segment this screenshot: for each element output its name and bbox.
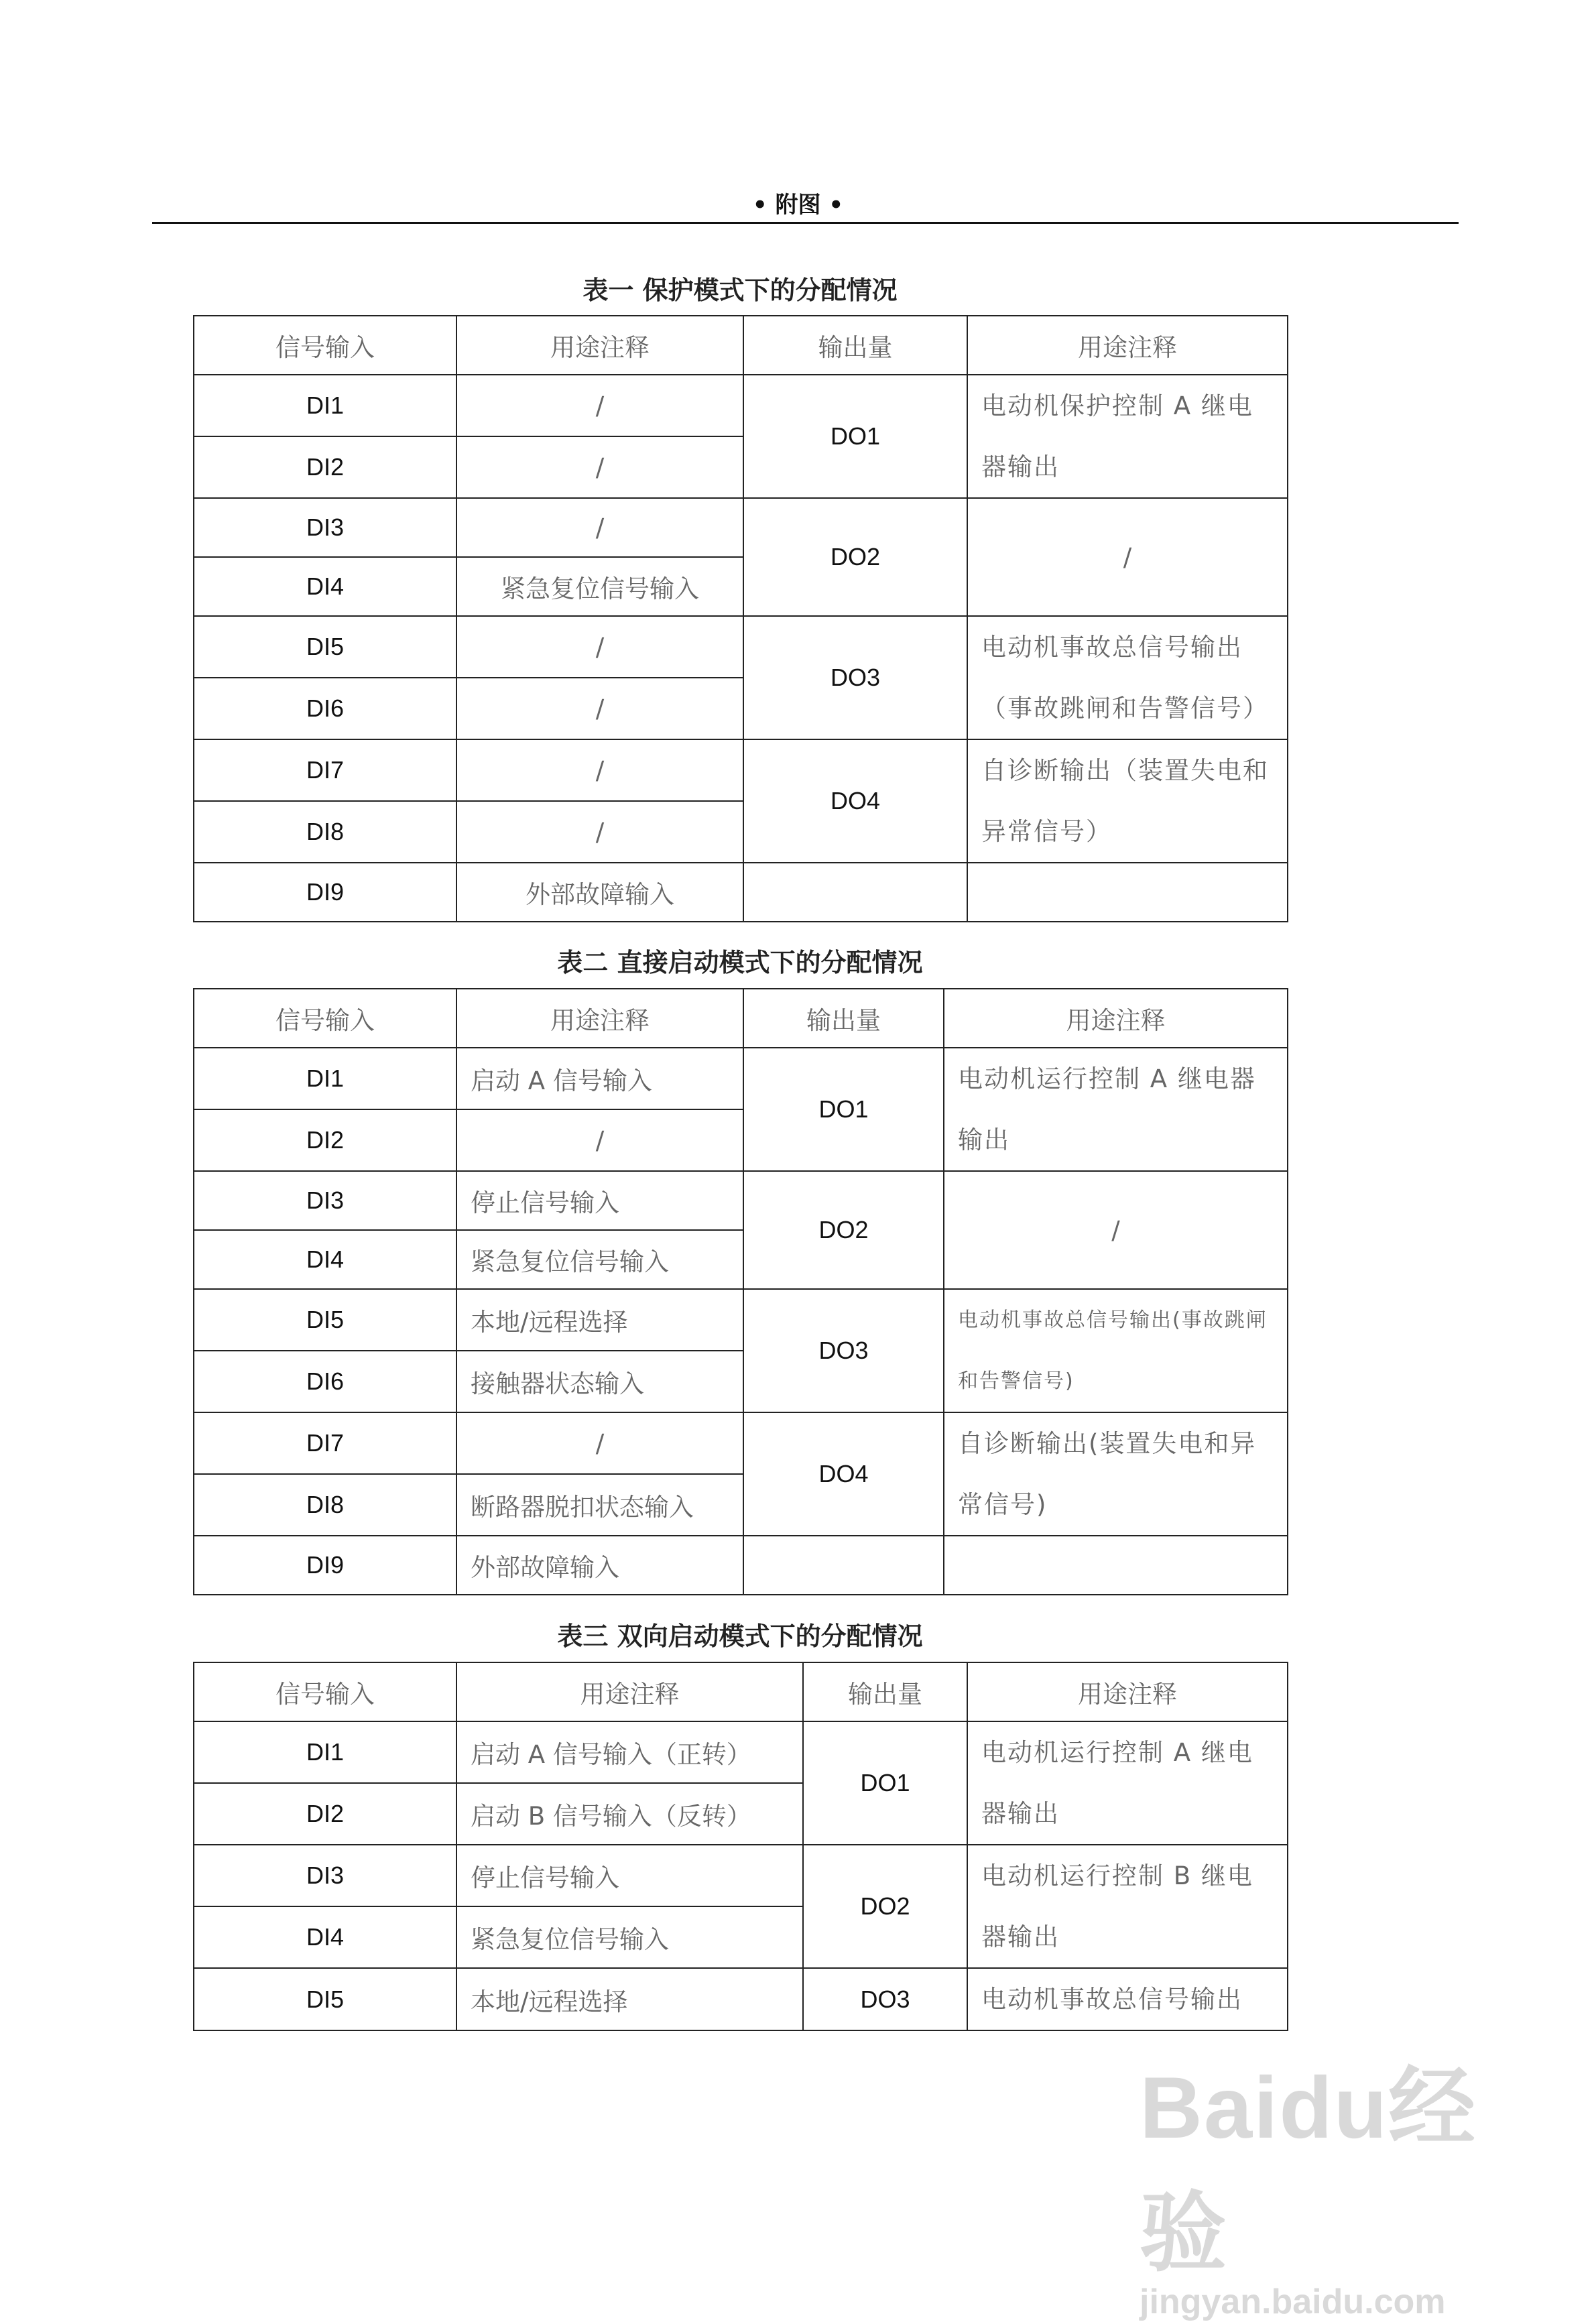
signal-input-cell: DI4 <box>194 1230 456 1289</box>
input-note-cell: 断路器脱扣状态输入 <box>456 1474 743 1536</box>
signal-input-cell: DI1 <box>194 1048 456 1109</box>
table-row <box>194 739 1288 801</box>
output-cell: DO3 <box>743 616 967 739</box>
output-cell: DO1 <box>743 1048 944 1171</box>
signal-input-cell: DI4 <box>194 557 456 616</box>
input-note-cell: 紧急复位信号输入 <box>456 557 743 616</box>
header-row <box>194 989 1288 1048</box>
output-note-cell: 自诊断输出(装置失电和异常信号) <box>944 1412 1288 1536</box>
signal-input-cell: DI5 <box>194 1968 456 2030</box>
output-note-cell: 电动机运行控制 A 继电器输出 <box>944 1048 1288 1171</box>
watermark-logo: Baidu经验 <box>1140 2059 1477 2282</box>
table-row <box>194 498 1288 557</box>
output-note-cell <box>944 1536 1288 1595</box>
output-cell: DO4 <box>743 739 967 863</box>
input-note-cell: / <box>456 436 743 498</box>
output-cell: DO3 <box>803 1968 967 2030</box>
output-note-cell: / <box>944 1171 1288 1289</box>
input-note-cell: 启动 A 信号输入（正转） <box>456 1721 803 1783</box>
column-header: 用途注释 <box>456 989 743 1048</box>
signal-input-cell: DI7 <box>194 739 456 801</box>
signal-input-cell: DI1 <box>194 1721 456 1783</box>
signal-input-cell: DI6 <box>194 1351 456 1412</box>
column-header: 信号输入 <box>194 316 456 375</box>
output-note-cell: 电动机事故总信号输出（事故跳闸和告警信号） <box>967 616 1288 739</box>
input-note-cell: 启动 B 信号输入（反转） <box>456 1783 803 1845</box>
baidu-jingyan-watermark <box>1140 2038 1515 2322</box>
table-row <box>194 616 1288 678</box>
table-row <box>194 1721 1288 1783</box>
signal-input-cell: DI3 <box>194 498 456 557</box>
table-2-title: 表二 直接启动模式下的分配情况 <box>557 948 923 977</box>
signal-input-cell: DI2 <box>194 1109 456 1171</box>
output-cell: DO2 <box>743 1171 944 1289</box>
signal-input-cell: DI4 <box>194 1906 456 1968</box>
input-note-cell: 本地/远程选择 <box>456 1968 803 2030</box>
input-note-cell: / <box>456 739 743 801</box>
signal-input-cell: DI1 <box>194 375 456 436</box>
column-header: 用途注释 <box>944 989 1288 1048</box>
table-row <box>194 1289 1288 1351</box>
table-row <box>194 1845 1288 1906</box>
table-row <box>194 863 1288 922</box>
input-note-cell: 外部故障输入 <box>456 1536 743 1595</box>
input-note-cell: / <box>456 1109 743 1171</box>
signal-input-cell: DI5 <box>194 1289 456 1351</box>
input-note-cell: 停止信号输入 <box>456 1171 743 1230</box>
signal-input-cell: DI3 <box>194 1171 456 1230</box>
output-cell: DO2 <box>803 1845 967 1968</box>
output-note-cell: 电动机运行控制 A 继电器输出 <box>967 1721 1288 1845</box>
column-header: 用途注释 <box>967 1662 1288 1721</box>
header-row <box>194 1662 1288 1721</box>
input-note-cell: 外部故障输入 <box>456 863 743 922</box>
table-row <box>194 1536 1288 1595</box>
signal-input-cell: DI9 <box>194 1536 456 1595</box>
column-header: 用途注释 <box>456 1662 803 1721</box>
output-note-cell: 电动机事故总信号输出 <box>967 1968 1288 2030</box>
table-row <box>194 375 1288 436</box>
signal-input-cell: DI2 <box>194 436 456 498</box>
input-note-cell: / <box>456 616 743 678</box>
table-row <box>194 1048 1288 1109</box>
output-note-cell: 电动机保护控制 A 继电器输出 <box>967 375 1288 498</box>
table-row <box>194 1171 1288 1230</box>
output-cell: DO3 <box>743 1289 944 1412</box>
column-header: 输出量 <box>743 316 967 375</box>
column-header: 用途注释 <box>456 316 743 375</box>
output-cell <box>743 1536 944 1595</box>
input-note-cell: / <box>456 498 743 557</box>
table-protection-mode <box>193 315 1288 922</box>
signal-input-cell: DI7 <box>194 1412 456 1474</box>
output-cell: DO1 <box>743 375 967 498</box>
input-note-cell: 紧急复位信号输入 <box>456 1230 743 1289</box>
column-header: 输出量 <box>803 1662 967 1721</box>
column-header: 用途注释 <box>967 316 1288 375</box>
output-note-cell <box>967 863 1288 922</box>
input-note-cell: / <box>456 801 743 863</box>
column-header: 输出量 <box>743 989 944 1048</box>
input-note-cell: 接触器状态输入 <box>456 1351 743 1412</box>
output-cell <box>743 863 967 922</box>
output-cell: DO1 <box>803 1721 967 1845</box>
column-header: 信号输入 <box>194 1662 456 1721</box>
input-note-cell: / <box>456 1412 743 1474</box>
table-1-title: 表一 保护模式下的分配情况 <box>582 276 898 305</box>
page-header: • 附图 • <box>752 192 844 219</box>
signal-input-cell: DI2 <box>194 1783 456 1845</box>
input-note-cell: 本地/远程选择 <box>456 1289 743 1351</box>
input-note-cell: 启动 A 信号输入 <box>456 1048 743 1109</box>
table-3-title: 表三 双向启动模式下的分配情况 <box>557 1622 923 1651</box>
header-rule <box>152 222 1459 224</box>
input-note-cell: 停止信号输入 <box>456 1845 803 1906</box>
output-note-cell: 电动机运行控制 B 继电器输出 <box>967 1845 1288 1968</box>
output-note-cell: 电动机事故总信号输出(事故跳闸和告警信号) <box>944 1289 1288 1412</box>
table-direct-start-mode <box>193 988 1288 1595</box>
signal-input-cell: DI3 <box>194 1845 456 1906</box>
input-note-cell: 紧急复位信号输入 <box>456 1906 803 1968</box>
signal-input-cell: DI8 <box>194 801 456 863</box>
input-note-cell: / <box>456 375 743 436</box>
output-note-cell: 自诊断输出（装置失电和异常信号） <box>967 739 1288 863</box>
output-note-cell: / <box>967 498 1288 616</box>
input-note-cell: / <box>456 678 743 739</box>
table-row <box>194 1412 1288 1474</box>
signal-input-cell: DI5 <box>194 616 456 678</box>
output-cell: DO4 <box>743 1412 944 1536</box>
header-row <box>194 316 1288 375</box>
table-bidirectional-start-mode <box>193 1662 1288 2031</box>
column-header: 信号输入 <box>194 989 456 1048</box>
table-row <box>194 1968 1288 2030</box>
signal-input-cell: DI8 <box>194 1474 456 1536</box>
output-cell: DO2 <box>743 498 967 616</box>
signal-input-cell: DI6 <box>194 678 456 739</box>
watermark-url: jingyan.baidu.com <box>1140 2282 1446 2321</box>
signal-input-cell: DI9 <box>194 863 456 922</box>
